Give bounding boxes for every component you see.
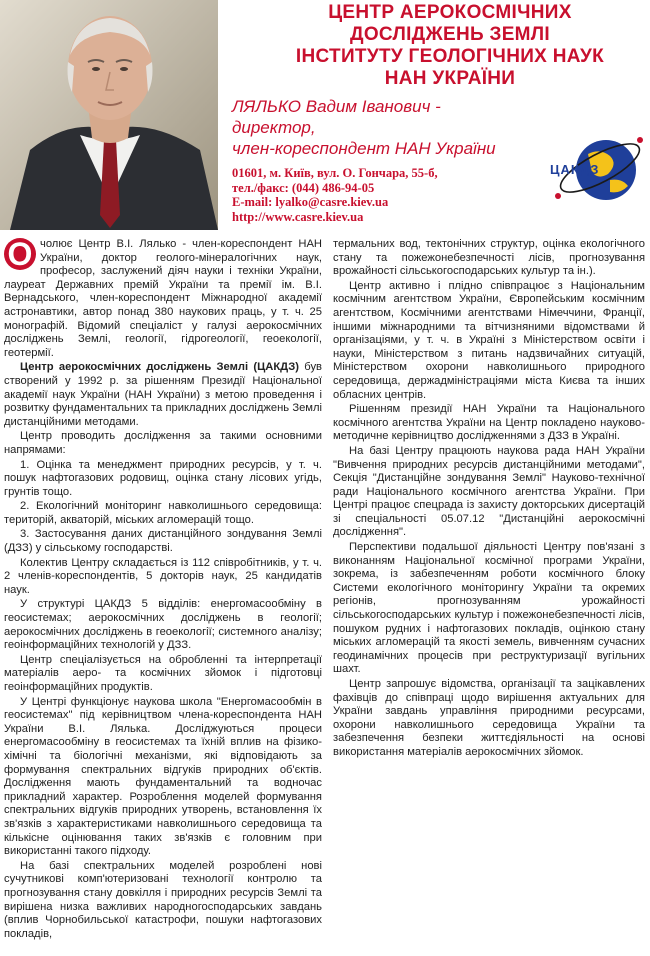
postal-address: 01601, м. Київ, вул. О. Гончара, 55-б, [232, 166, 438, 180]
right-column [333, 238, 645, 760]
paragraph: Центр проводить дослідження за такими основними напрямами: [4, 430, 322, 456]
website-link[interactable]: http://www.casre.kiev.ua [232, 209, 364, 224]
paragraph: У структурі ЦАКДЗ 5 відділів: енергомасообміну в геосистемах; аерокосмічних досліджень в геології; аерокосмічних досліджень в геоекології; системного аналізу; геоінформаційних технологій у ДЗЗ. [4, 598, 322, 652]
contact-block [232, 166, 552, 224]
director-portrait [0, 0, 218, 230]
list-item: 1. Оцінка та менеджмент природних ресурсів, у т. ч. пошук нафтогазових родовищ, оцінка стану лісових угідь, грунтів тощо. [4, 458, 322, 498]
page-title [250, 2, 650, 90]
title-line: ДОСЛІДЖЕНЬ ЗЕМЛІ [349, 24, 551, 45]
casre-logo [548, 120, 646, 218]
paragraph [4, 361, 322, 429]
director-position: директор, [232, 118, 316, 137]
title-line: НАН УКРАЇНИ [384, 68, 516, 89]
director-title: член-кореспондент НАН України [232, 139, 496, 158]
paragraph: На базі Центру працюють наукова рада НАН України "Вивчення природних ресурсів дистанційними методами", Секція "Дистанційне зондування Землі" Науково-технічної ради Національного космічного агентства України. При Центрі працює спецрада із захисту докторських дисертацій зі спеціальності 05.07.12 "Дистанційні аерокосмічні дослідження". [333, 444, 645, 539]
intro-paragraph [4, 238, 322, 360]
email-link[interactable]: E-mail: lyalko@casre.kiev.ua [232, 195, 389, 209]
title-line: ЦЕНТР АЕРОКОСМІЧНИХ [328, 2, 572, 23]
paragraph: Колектив Центру складається із 112 співробітників, у т. ч. 2 членів-кореспондентів, 5 докторів наук, 25 кандидатів наук. [4, 556, 322, 596]
phone-fax: тел./факс: (044) 486-94-05 [232, 180, 375, 195]
paragraph: Перспективи подальшої діяльності Центру пов'язані з виконанням Національної космічної програми України, зокрема, із забезпеченням роботи космічного блоку Системи екологічного моніторингу України та окремих регіонів, прогнозуванням урожайності сільськогосподарських культур і пожежонебезпечності лісів, пошуком рудних і нафтогазових покладів, оцінкою стану міських агломерацій та якості земель, вивченням сучасних геодинамічних процесів при реструктуризації вугільних шахт. [333, 541, 645, 676]
title-line: ІНСТИТУТУ ГЕОЛОГІЧНИХ НАУК [295, 46, 605, 67]
director-info [232, 96, 562, 159]
list-item: 2. Екологічний моніторинг навколишнього середовища: територій, акваторій, міських агломерацій тощо. [4, 500, 322, 526]
paragraph: У Центрі функціонує наукова школа "Енергомасообмін в геосистемах" під керівництвом члена-кореспондента НАН України В.І. Лялька. Досліджуються процеси енергомасообміну в геосистемах та їхній вплив на фізико-хімічні та біологічні механізми, які відповідають за формування спектральних відгуків природних об'єктів. Дослідження мають фундаментальний та водночас прикладний характер. Розроблення моделей формування спектральних відгуків природних утворень, встановлення їх зв'язків з характеристиками навколишнього середовища та кількісне оцінювання таких зв'язків є головним при використанні такого підходу. [4, 695, 322, 858]
paragraph: термальних вод, тектонічних структур, оцінка екологічного стану та пожежонебезпечності лісів, прогнозування врожайності сільськогосподарських культур та ін.). [333, 238, 645, 278]
list-item: 3. Застосування даних дистанційного зондування Землі (ДЗЗ) у сільському господарстві. [4, 528, 322, 555]
paragraph: Рішенням президії НАН України та Національного космічного агентства України на Центр покладено науково-методичне керівництво дослідженнями з ДЗЗ в Україні. [333, 403, 645, 443]
intro-text: чолює Центр В.І. Лялько - член-кореспондент НАН України, доктор геолого-мінералогічних наук, професор, заслужений діяч науки і техніки України, лауреат Державних премій України та премії ім. В.І. Вернадського, член-кореспондент Міжнародної академії астронавтики, автор понад 380 наукових праць, у т. ч. 25 монографій. Відомий спеціаліст у галузі аерокосмічних досліджень Землі, геології, гідрогеології, геоекології, геотермії. [4, 238, 322, 359]
director-name: ЛЯЛЬКО Вадим Іванович - [232, 97, 441, 116]
paragraph: Центр спеціалізується на обробленні та інтерпретації матеріалів аеро- та космічних зйомок і підготовці геоінформаційних продуктів. [4, 653, 322, 693]
paragraph: На базі спектральних моделей розроблені нові сучутникові комп'ютеризовані технології контролю та прогнозування стану довкілля і природних ресурсів Землі та вирішена низка важливих народногосподарських завдань (вплив Чорнобильської катастрофи, пошуки нафтогазових покладів, [4, 859, 322, 940]
paragraph-text: був створений у 1992 р. за рішенням Президії Національної академії наук України (НАН України) з метою проведення і розвитку фундаментальних та прикладних досліджень Землі дистанційними методами. [4, 361, 322, 428]
logo-text: ЦАКДЗ [550, 162, 600, 177]
paragraph: Центр запрошує відомства, організації та зацікавлених фахівців до співпраці щодо вирішення актуальних для України завдань управління природними ресурсами, охорони навколишнього середовища України та забезпечення безпеки життєдіяльності на основі використання матеріалів аерокосмічних зйомок. [333, 678, 645, 758]
paragraph: Центр активно і плідно співпрацює з Національним космічним агентством України, Європейським космічним агентством, Космічними агентствами Німеччини, Франції, іншими міжнародними та вітчизняними відомствами й організаціями, у т. ч. в Україні з Міністерством освіти і науки, Міністерством з питань надзвичайних ситуацій, Міністерством охорони навколишнього природного середовища, держадміністраціями міста Києва та інших обласних центрів. [333, 279, 645, 401]
left-column [4, 238, 322, 941]
center-name: Центр аерокосмічних досліджень Землі (ЦАКДЗ) [20, 361, 300, 374]
drop-cap: О [4, 238, 36, 270]
